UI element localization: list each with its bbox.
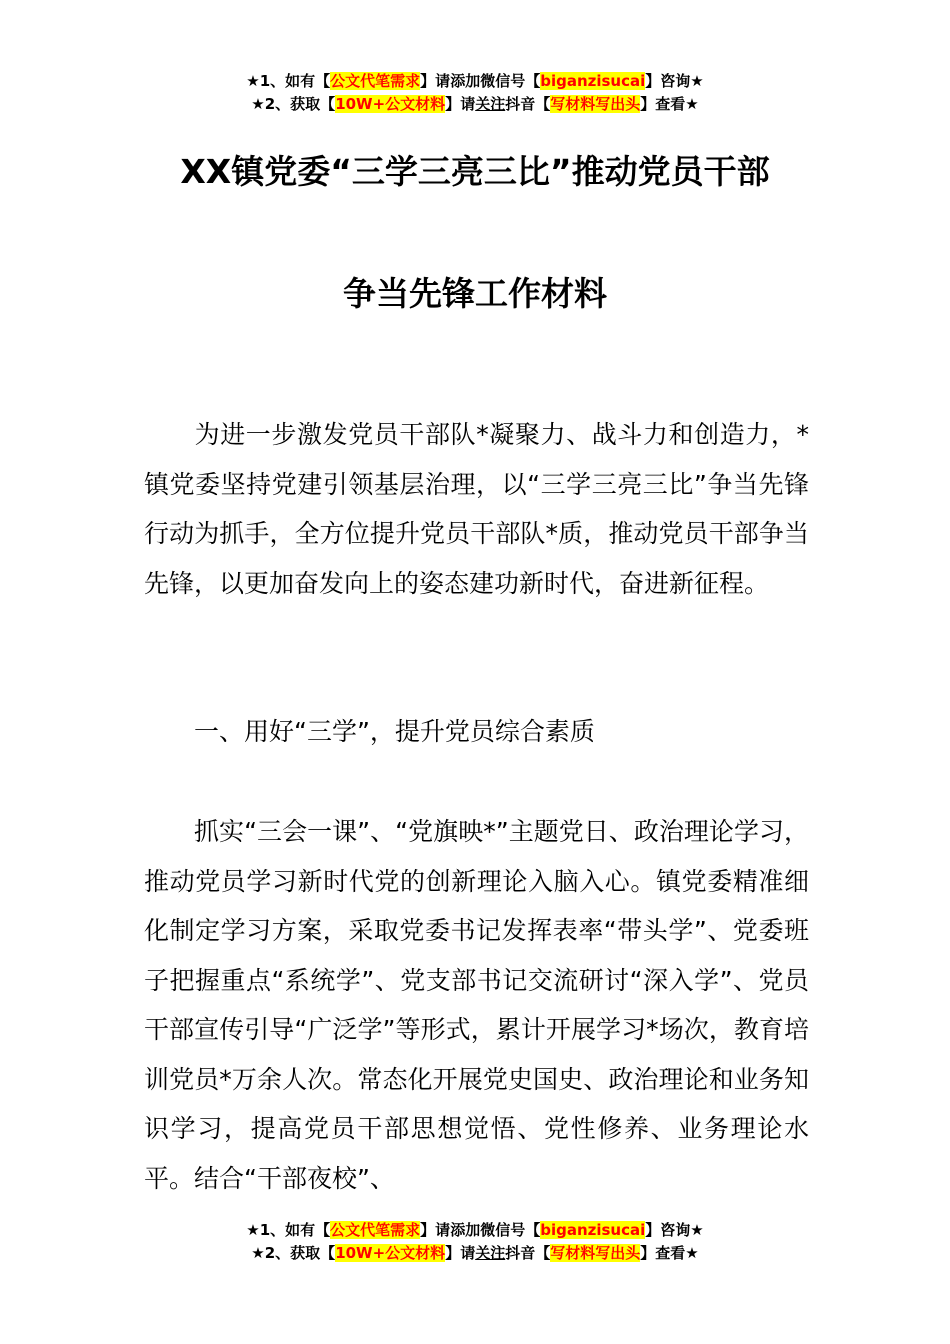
- banner-highlight: biganzisucai: [540, 72, 646, 90]
- banner-text: ★2、获取【: [251, 1244, 336, 1262]
- banner-text: 添加: [450, 72, 481, 90]
- banner-text: 微信号【: [480, 1221, 541, 1239]
- banner-text: 】请: [420, 1221, 451, 1239]
- section-1-text: 抓实“三会一课”、“党旗映*”主题党日、政治理论学习，推动党员学习新时代党的创新理论入脑入心。镇党委精准细化制定学习方案，采取党委书记发挥表率“带头学”、党委班子把握重点“系统学”、党支部书记交流研讨“深入学”、党员干部宣传引导“广泛学”等形式，累计开展学习*场次，教育培训党员*万余人次。常态化开展党史国史、政治理论和业务知识学习，提高党员干部思想觉悟、党性修养、业务理论水平。结合“干部夜校”、: [144, 817, 809, 1193]
- banner-text: 关注: [475, 95, 506, 113]
- banner-text: 微信号【: [480, 72, 541, 90]
- banner-line-2: [0, 1242, 950, 1265]
- banner-highlight: 写材料写出头: [550, 95, 641, 113]
- banner-text: 】请: [420, 72, 451, 90]
- banner-text: 添加: [450, 1221, 481, 1239]
- banner-line-1: [0, 1219, 950, 1242]
- banner-text: 抖音【: [505, 95, 551, 113]
- banner-highlight: 公文代笔需求: [330, 1221, 421, 1239]
- banner-text: 】咨询★: [645, 72, 704, 90]
- banner-highlight: 公文代笔需求: [330, 72, 421, 90]
- intro-text: 为进一步激发党员干部队*凝聚力、战斗力和创造力，*镇党委坚持党建引领基层治理，以“三学三亮三比”争当先锋行动为抓手，全方位提升党员干部队*质，推动党员干部争当先锋，以更加奋发向上的姿态建功新时代，奋进新征程。: [144, 420, 809, 598]
- banner-text: 】请: [445, 95, 476, 113]
- banner-text: ★1、如有【: [246, 72, 331, 90]
- section-1-heading: 一、用好“三学”，提升党员综合素质: [194, 717, 595, 746]
- banner-text: 】查看★: [640, 95, 699, 113]
- banner-highlight: biganzisucai: [540, 1221, 646, 1239]
- document-title-line-1: XX镇党委“三学三亮三比”推动党员干部: [180, 152, 770, 191]
- banner-text: ★1、如有【: [246, 1221, 331, 1239]
- banner-text: 抖音【: [505, 1244, 551, 1262]
- banner-text: 关注: [475, 1244, 506, 1262]
- bottom-banner: [0, 1219, 950, 1265]
- banner-text: 】查看★: [640, 1244, 699, 1262]
- banner-text: ★2、获取【: [251, 95, 336, 113]
- banner-text: 】请: [445, 1244, 476, 1262]
- intro-paragraph: [144, 410, 809, 608]
- document-title-line-2: 争当先锋工作材料: [343, 274, 607, 313]
- banner-line-2: [0, 93, 950, 116]
- banner-highlight: 10W+公文材料: [335, 95, 446, 113]
- banner-highlight: 写材料写出头: [550, 1244, 641, 1262]
- top-banner: [0, 70, 950, 116]
- banner-text: 】咨询★: [645, 1221, 704, 1239]
- section-1-paragraph: [144, 807, 809, 1203]
- banner-highlight: 10W+公文材料: [335, 1244, 446, 1262]
- banner-line-1: [0, 70, 950, 93]
